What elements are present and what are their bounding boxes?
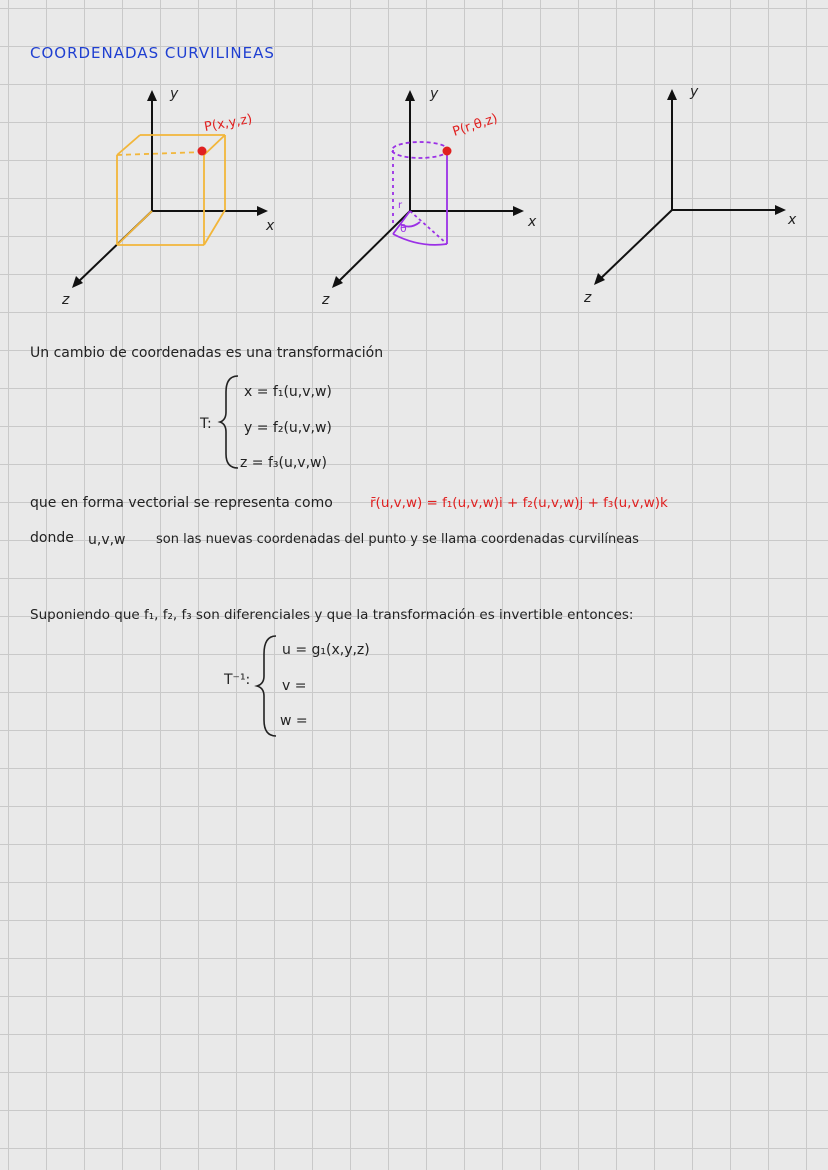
x-axis-label: x [266, 218, 275, 234]
radius-label: r [398, 200, 403, 211]
inverse-eq1: u = g₁(x,y,z) [282, 642, 370, 658]
x-arrow [513, 206, 524, 216]
z-axis-label: z [322, 292, 330, 308]
transform-eq1: x = f₁(u,v,w) [244, 384, 332, 400]
intro-text: Un cambio de coordenadas es una transformación [30, 345, 384, 361]
transform-label: T: [200, 416, 212, 432]
transform-eq3: z = f₃(u,v,w) [240, 455, 327, 471]
vector-text: que en forma vectorial se representa como [30, 495, 333, 511]
x-axis-label: x [788, 212, 797, 228]
y-axis-label: y [690, 84, 699, 100]
y-arrow [147, 90, 157, 101]
inverse-label: T⁻¹: [224, 672, 251, 688]
z-axis-label: z [584, 290, 592, 306]
x-arrow [257, 206, 268, 216]
y-arrow [405, 90, 415, 101]
cartesian-box [117, 135, 225, 245]
donde-rest: son las nuevas coordenadas del punto y se llama coordenadas curvilíneas [156, 532, 639, 547]
transform-eq2: y = f₂(u,v,w) [244, 420, 332, 436]
point-marker [198, 147, 207, 156]
z-axis [598, 210, 672, 281]
point-marker [443, 147, 452, 156]
z-axis-label: z [62, 292, 70, 308]
inverse-eq2: v = [282, 678, 307, 694]
uvw-text: u,v,w [88, 532, 126, 548]
y-axis-label: y [430, 86, 439, 102]
page-title: COORDENADAS CURVILINEAS [30, 44, 275, 62]
donde-word: donde [30, 530, 74, 546]
inverse-eq3: w = [280, 713, 308, 729]
x-arrow [775, 205, 786, 215]
y-axis-label: y [170, 86, 179, 102]
vector-equation: r̄(u,v,w) = f₁(u,v,w)i + f₂(u,v,w)j + f₃(u,v,w)k [370, 495, 668, 511]
point-label: P(r,θ,z) [450, 111, 500, 140]
z-axis [336, 211, 410, 284]
x-axis-label: x [528, 214, 537, 230]
theta-label: θ [400, 222, 407, 235]
y-arrow [667, 89, 677, 100]
point-label: P(x,y,z) [203, 111, 254, 136]
cartesian-diagram [0, 0, 828, 320]
supposing-text: Suponiendo que f₁, f₂, f₃ son diferenciales y que la transformación es invertible entonces: [30, 607, 634, 623]
